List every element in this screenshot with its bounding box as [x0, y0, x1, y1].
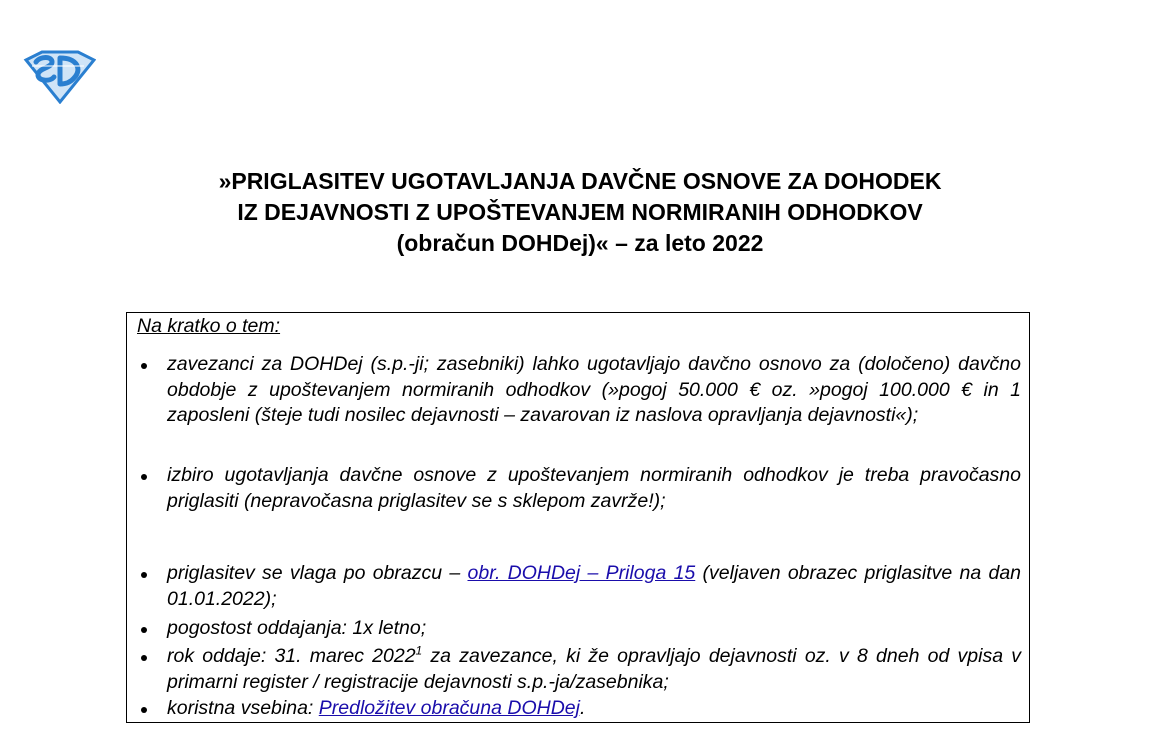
- list-item-text: izbiro ugotavljanja davčne osnove z upoštevanjem normiranih odhodkov je treba pravočasno priglasiti (nepravočasna priglasitev se s sklepom zavrže!);: [167, 464, 1021, 512]
- bullet-icon: [141, 707, 147, 713]
- list-item-text-part: priglasitev se vlaga po obrazcu –: [167, 562, 468, 584]
- list-item-text: zavezanci za DOHDej (s.p.-ji; zasebniki) lahko ugotavljajo davčno osnovo za (določeno) davčno obdobje z upoštevanjem normiranih odhodkov (»pogoj 50.000 € oz. »pogoj 100.000 € in 1 zaposleni (šteje tudi nosilec dejavnosti – zavarovan iz naslova opravljanja dejavnosti«);: [167, 353, 1021, 426]
- list-item-text-part: .: [579, 697, 586, 719]
- list-item: [137, 561, 1021, 612]
- list-item-text: pogostost oddajanja: 1x letno;: [167, 617, 427, 639]
- bullet-icon: [141, 474, 147, 480]
- summary-box: [126, 312, 1030, 723]
- list-item-text-part: za zavezance, ki že opravljajo dejavnosti oz. v 8 dneh od vpisa v primarni register / registracije dejavnosti s.p.-ja/zasebnika;: [167, 645, 1021, 693]
- bullet-icon: [141, 363, 147, 369]
- obrazec-dohdej-link[interactable]: obr. DOHDej – Priloga 15: [467, 562, 696, 584]
- list-item-text-part: koristna vsebina:: [167, 697, 319, 719]
- sd-shield-logo-icon: [22, 50, 96, 104]
- title-line-2: IZ DEJAVNOSTI Z UPOŠTEVANJEM NORMIRANIH ODHODKOV: [237, 199, 923, 225]
- list-item: [137, 463, 1021, 514]
- footnote-marker[interactable]: 1: [415, 643, 423, 658]
- list-item: [137, 696, 1021, 722]
- summary-heading: Na kratko o tem:: [137, 315, 281, 337]
- list-item: [137, 616, 1021, 642]
- list-item-text-part: rok oddaje: 31. marec 2022: [167, 645, 416, 667]
- title-line-3: (obračun DOHDej)« – za leto 2022: [396, 230, 764, 256]
- document-title: [140, 166, 1020, 259]
- list-item: [137, 644, 1021, 695]
- list-item: [137, 352, 1021, 429]
- list-item-text: [167, 696, 1021, 722]
- bullet-icon: [141, 572, 147, 578]
- list-item-text: [167, 644, 1021, 695]
- list-item-text: [167, 561, 1021, 612]
- predlozitev-obracuna-link[interactable]: Predložitev obračuna DOHDej: [318, 697, 580, 719]
- bullet-icon: [141, 655, 147, 661]
- bullet-icon: [141, 627, 147, 633]
- list-item-text-part: (veljaven obrazec priglasitve na dan 01.01.2022);: [167, 562, 1022, 610]
- title-line-1: »PRIGLASITEV UGOTAVLJANJA DAVČNE OSNOVE ZA DOHODEK: [218, 168, 942, 194]
